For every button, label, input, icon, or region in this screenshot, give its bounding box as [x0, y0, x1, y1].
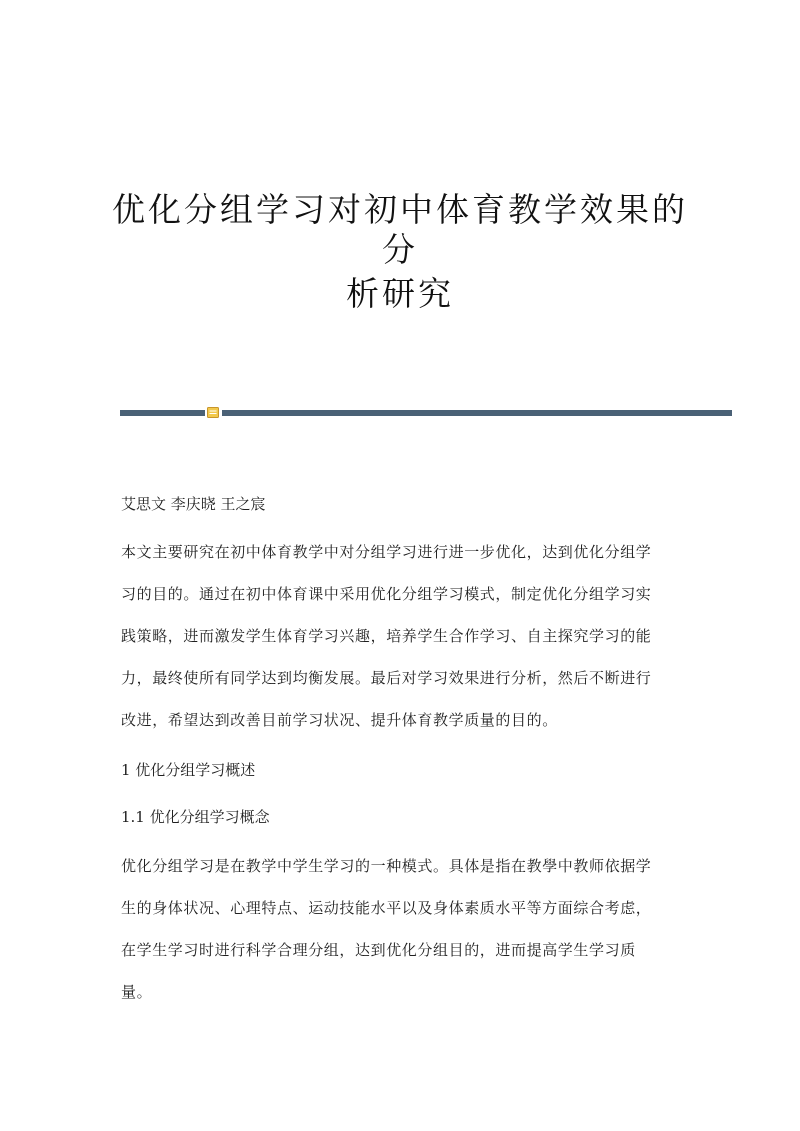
- body-line: 量。: [121, 983, 153, 1001]
- divider-bar-right: [222, 410, 732, 416]
- divider-bar-left: [120, 410, 205, 416]
- body-line: 在学生学习时进行科学合理分组，达到优化分组目的，进而提高学生学习质: [121, 941, 636, 959]
- abstract-line: 改进，希望达到改善目前学习状况、提升体育教学质量的目的。: [121, 711, 558, 729]
- title-line-2: 析研究: [346, 274, 454, 313]
- section-1-heading: 1 优化分组学习概述: [121, 761, 256, 779]
- section-1-1-heading: 1.1 优化分组学习概念: [121, 808, 270, 826]
- authors: 艾思文 李庆晓 王之宸: [121, 495, 266, 513]
- abstract-line: 习的目的。通过在初中体育课中采用优化分组学习模式，制定优化分组学习实: [121, 585, 652, 603]
- abstract-line: 力，最终使所有同学达到均衡发展。最后对学习效果进行分析，然后不断进行: [121, 669, 652, 687]
- document-marker-icon: [207, 407, 219, 418]
- abstract-line: 践策略，进而激发学生体育学习兴趣，培养学生合作学习、自主探究学习的能: [121, 627, 652, 645]
- title-divider: [120, 405, 732, 419]
- body-line: 生的身体状况、心理特点、运动技能水平以及身体素质水平等方面综合考虑，: [121, 899, 652, 917]
- body-line: 优化分组学习是在教学中学生学习的一种模式。具体是指在教學中教师依据学: [121, 857, 652, 875]
- abstract-line: 本文主要研究在初中体育教学中对分组学习进行进一步优化，达到优化分组学: [121, 543, 652, 561]
- title-line-1: 优化分组学习对初中体育教学效果的分: [112, 190, 688, 269]
